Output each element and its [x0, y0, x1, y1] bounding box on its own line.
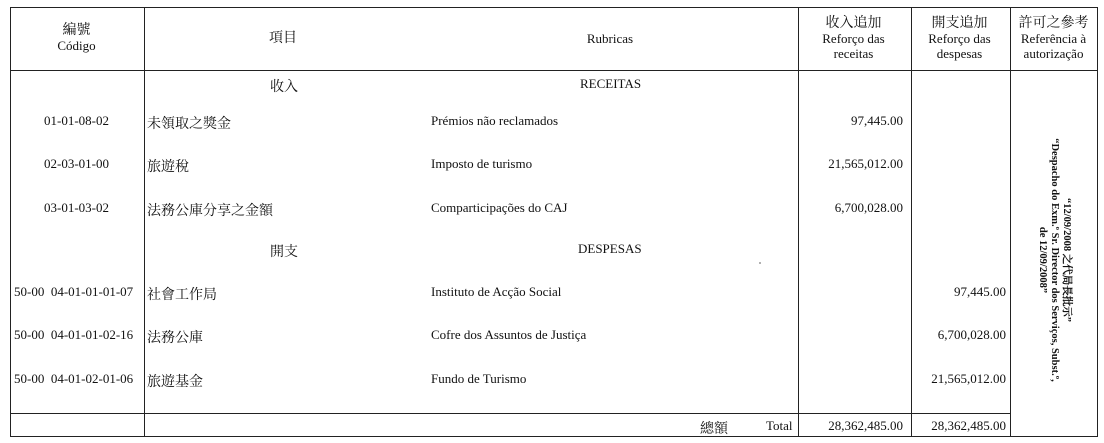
header-divider: [11, 70, 1098, 71]
row-receita: 21,565,012.00: [828, 156, 903, 171]
row-code: 50-00 04-01-01-02-16: [14, 327, 134, 342]
row-item: 社會工作局: [147, 288, 217, 303]
header-referencia-pt1: Referência à: [1020, 30, 1087, 46]
authorization-reference: [1010, 138, 1098, 382]
row-rubrica: Comparticipações do CAJ: [431, 200, 568, 215]
row-rubrica: Imposto de turismo: [431, 156, 533, 171]
section-receitas-zh: 收入: [270, 80, 298, 95]
total-label-zh: 總額: [700, 422, 728, 437]
row-code: 50-00 04-01-02-01-06: [14, 371, 134, 386]
total-label-pt: Total: [766, 418, 793, 433]
row-item: 法務公庫分享之金額: [147, 204, 273, 219]
header-receitas-pt1: Reforço das: [822, 30, 885, 46]
authorization-reference-text: [1036, 138, 1072, 382]
reference-line-2: “Despacho do Exm.º Sr. Director dos Serviços, Subst.º,: [1049, 138, 1060, 382]
header-despesas-pt1: Reforço das: [928, 30, 991, 46]
col-divider-code: [144, 8, 145, 436]
section-despesas-pt: DESPESAS: [578, 241, 642, 256]
header-item: [143, 7, 423, 69]
row-code: 03-01-03-02: [44, 200, 109, 215]
scan-speck: [759, 262, 761, 264]
header-codigo: [10, 7, 143, 69]
header-rubricas-label: Rubricas: [586, 30, 634, 46]
row-item: 法務公庫: [147, 331, 203, 346]
header-rubricas: [423, 7, 797, 69]
reference-line-3: de 12/09/2008”: [1037, 226, 1048, 294]
header-item-zh: 項目: [269, 30, 297, 46]
total-divider: [11, 413, 1011, 414]
row-despesa: 97,445.00: [954, 284, 1006, 299]
row-rubrica: Prémios não reclamados: [431, 113, 559, 128]
header-despesas: [910, 7, 1009, 69]
section-despesas-zh: 開支: [270, 245, 298, 260]
row-despesa: 21,565,012.00: [931, 371, 1006, 386]
header-receitas-zh: 收入追加: [825, 15, 882, 31]
header-despesas-pt2: despesas: [936, 45, 983, 61]
row-code: 02-03-01-00: [44, 156, 109, 171]
header-receitas-pt2: receitas: [833, 45, 874, 61]
reference-line-1: “12/09/2008 之代局長批示”: [1061, 198, 1072, 322]
header-referencia: [1009, 7, 1098, 69]
header-receitas: [797, 7, 910, 69]
header-referencia-pt2: autorização: [1023, 45, 1084, 61]
row-receita: 97,445.00: [851, 113, 903, 128]
row-code: 50-00 04-01-01-01-07: [14, 284, 134, 299]
header-referencia-zh: 許可之參考: [1018, 15, 1089, 31]
total-despesas: 28,362,485.00: [931, 418, 1006, 433]
row-despesa: 6,700,028.00: [937, 327, 1006, 342]
col-divider-rubricas: [798, 8, 799, 436]
row-item: 旅遊基金: [147, 375, 203, 390]
row-item: 旅遊稅: [147, 160, 189, 175]
row-rubrica: Cofre dos Assuntos de Justiça: [431, 327, 587, 342]
total-receitas: 28,362,485.00: [828, 418, 903, 433]
header-codigo-pt: Código: [57, 38, 96, 53]
section-receitas-pt: RECEITAS: [580, 76, 642, 91]
row-item: 未領取之獎金: [147, 117, 231, 132]
row-rubrica: Instituto de Acção Social: [431, 284, 562, 299]
header-codigo-zh: 編號: [62, 23, 91, 38]
header-despesas-zh: 開支追加: [931, 15, 988, 31]
row-rubrica: Fundo de Turismo: [431, 371, 527, 386]
row-receita: 6,700,028.00: [834, 200, 903, 215]
row-code: 01-01-08-02: [44, 113, 109, 128]
